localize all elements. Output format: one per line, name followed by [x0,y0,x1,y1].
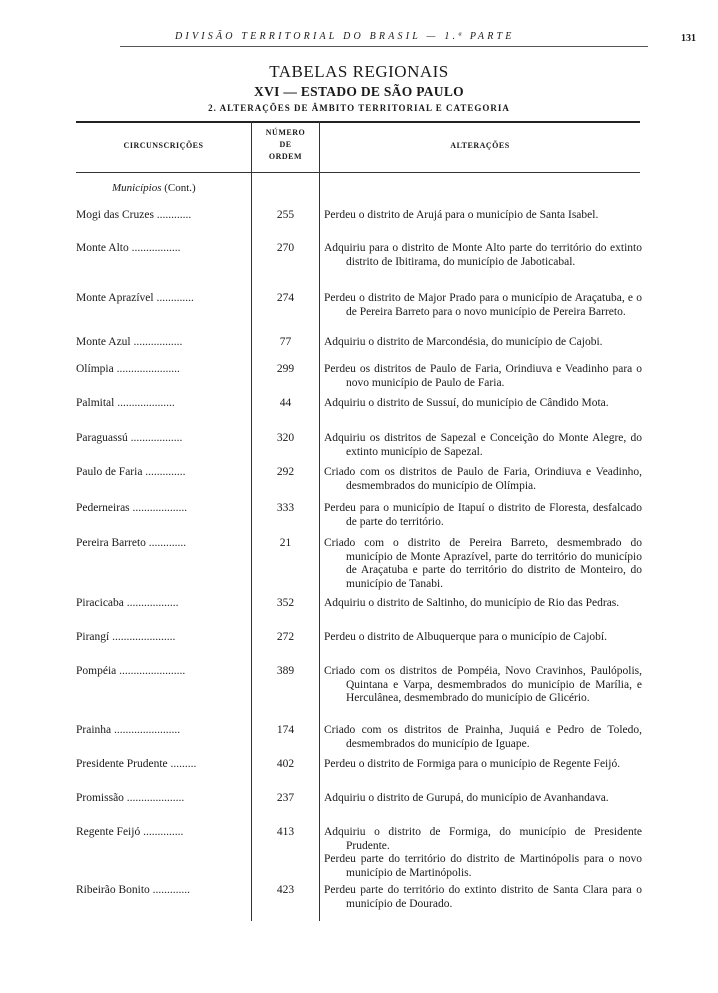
alteration-text [324,884,642,911]
alteration-text [324,537,642,591]
municipality-name: Olímpia ...................... [76,363,180,375]
municipality-name: Promissão .................... [76,792,185,804]
municipality-name: Pirangí ...................... [76,631,176,643]
order-number: 174 [276,724,295,736]
order-number: 274 [276,292,295,304]
alteration-text [324,292,642,319]
alteration-text [324,792,642,806]
alteration-text [324,242,642,269]
column-header-circunscricoes: CIRCUNSCRIÇÕES [123,141,204,150]
alteration-paragraph: Adquiriu o distrito de Gurupá, do município de Avanhandava. [324,792,609,804]
table-header-rule [76,172,640,173]
alteration-paragraph: Perdeu o distrito de Arujá para o município de Santa Isabel. [324,209,599,221]
municipality-name: Paulo de Faria .............. [76,466,186,478]
alteration-text [324,631,642,645]
column-divider [319,121,320,921]
municipality-name: Paraguassú .................. [76,432,183,444]
alteration-text [324,724,642,751]
alteration-text [324,502,642,529]
alteration-text [324,826,642,880]
alteration-text [324,397,642,411]
order-number: 389 [276,665,295,677]
section-label-italic: Municípios [112,182,162,194]
alteration-paragraph: Perdeu para o município de Itapuí o distrito de Floresta, desfalcado de parte do território. [324,502,642,528]
alteration-paragraph: Criado com os distritos de Pompéia, Novo Cravinhos, Paulópolis, Quintana e Varpa, desmembrados do município de Marília, e Herculânea, desmembrado do município de Glicério. [324,665,642,704]
alteration-text [324,432,642,459]
alteration-text [324,466,642,493]
municipality-name: Monte Alto ................. [76,242,181,254]
order-number: 320 [276,432,295,444]
running-title: DIVISÃO TERRITORIAL DO BRASIL — 1.ª PARTE [175,31,515,42]
running-header [120,30,696,47]
order-number: 237 [276,792,295,804]
alteration-text [324,665,642,706]
municipality-name: Monte Aprazível ............. [76,292,194,304]
order-number: 77 [279,336,292,348]
order-number: 292 [276,466,295,478]
order-number: 299 [276,363,295,375]
column-header-numero-line: NÚMERO [265,128,306,137]
order-number: 270 [276,242,295,254]
alteration-paragraph: Perdeu parte do território do extinto distrito de Santa Clara para o município de Dourado. [324,884,642,910]
alteration-paragraph: Adquiriu o distrito de Marcondésia, do município de Cajobi. [324,336,603,348]
municipality-name: Monte Azul ................. [76,336,183,348]
alteration-paragraph: Perdeu parte do território do distrito de Martinópolis para o novo município de Martinópolis. [324,853,642,879]
municipality-name: Piracicaba .................. [76,597,179,609]
municipality-name: Pompéia ....................... [76,665,186,677]
order-number: 402 [276,758,295,770]
alteration-paragraph: Adquiriu o distrito de Saltinho, do município de Rio das Pedras. [324,597,620,609]
column-header-numero-line: DE [279,140,292,149]
municipality-name: Ribeirão Bonito ............. [76,884,191,896]
order-number: 21 [279,537,292,549]
order-number: 255 [276,209,295,221]
municipality-name: Pereira Barreto ............. [76,537,187,549]
order-number: 413 [276,826,295,838]
alteration-paragraph: Perdeu os distritos de Paulo de Faria, Orindiuva e Veadinho para o novo município de Paulo de Faria. [324,363,642,389]
order-number: 44 [279,397,292,409]
section-label [112,182,196,194]
municipality-name: Pederneiras ................... [76,502,188,514]
state-heading: XVI — ESTADO DE SÃO PAULO [254,84,464,99]
alteration-text [324,336,642,350]
alteration-paragraph: Perdeu o distrito de Major Prado para o município de Araçatuba, e o de Pereira Barreto para o novo município de Pereira Barreto. [324,292,642,318]
alteration-paragraph: Adquiriu para o distrito de Monte Alto parte do território do extinto distrito de Ibitirama, do município de Jaboticabal. [324,242,642,268]
alteration-paragraph: Criado com o distrito de Pereira Barreto, desmembrado do município de Monte Aprazível, parte do território do município de Araçatuba e parte do território do distrito de Monteiro, do município de Tanabi. [324,537,642,590]
section-label-rest: (Cont.) [161,182,196,194]
alteration-paragraph: Criado com os distritos de Paulo de Faria, Orindiuva e Veadinho, desmembrados do município de Olímpia. [324,466,642,492]
alteration-text [324,597,642,611]
column-header-numero-line: ORDEM [268,152,303,161]
alteration-text [324,209,642,223]
alteration-paragraph: Adquiriu o distrito de Formiga, do município de Presidente Prudente. [324,826,642,852]
alteration-paragraph: Perdeu o distrito de Albuquerque para o município de Cajobí. [324,631,607,643]
column-header-alteracoes: ALTERAÇÕES [450,141,510,150]
municipality-name: Regente Feijó .............. [76,826,184,838]
order-number: 333 [276,502,295,514]
order-number: 352 [276,597,295,609]
municipality-name: Palmital .................... [76,397,175,409]
order-number: 272 [276,631,295,643]
page-title: TABELAS REGIONAIS [269,62,449,81]
alteration-text [324,758,642,772]
alteration-paragraph: Perdeu o distrito de Formiga para o município de Regente Feijó. [324,758,621,770]
column-header-numero [252,127,319,163]
section-heading: 2. ALTERAÇÕES DE ÂMBITO TERRITORIAL E CATEGORIA [208,103,510,113]
alteration-paragraph: Criado com os distritos de Prainha, Juquiá e Pedro de Toledo, desmembrados do município de Iguape. [324,724,642,750]
alteration-paragraph: Adquiriu os distritos de Sapezal e Conceição do Monte Alegre, do extinto município de Sapezal. [324,432,642,458]
municipality-name: Mogi das Cruzes ............ [76,209,192,221]
alteration-text [324,363,642,390]
order-number: 423 [276,884,295,896]
municipality-name: Prainha ....................... [76,724,181,736]
municipality-name: Presidente Prudente ......... [76,758,197,770]
alteration-paragraph: Adquiriu o distrito de Sussuí, do município de Cândido Mota. [324,397,609,409]
page-number: 131 [681,33,696,44]
table-top-rule [76,121,640,123]
